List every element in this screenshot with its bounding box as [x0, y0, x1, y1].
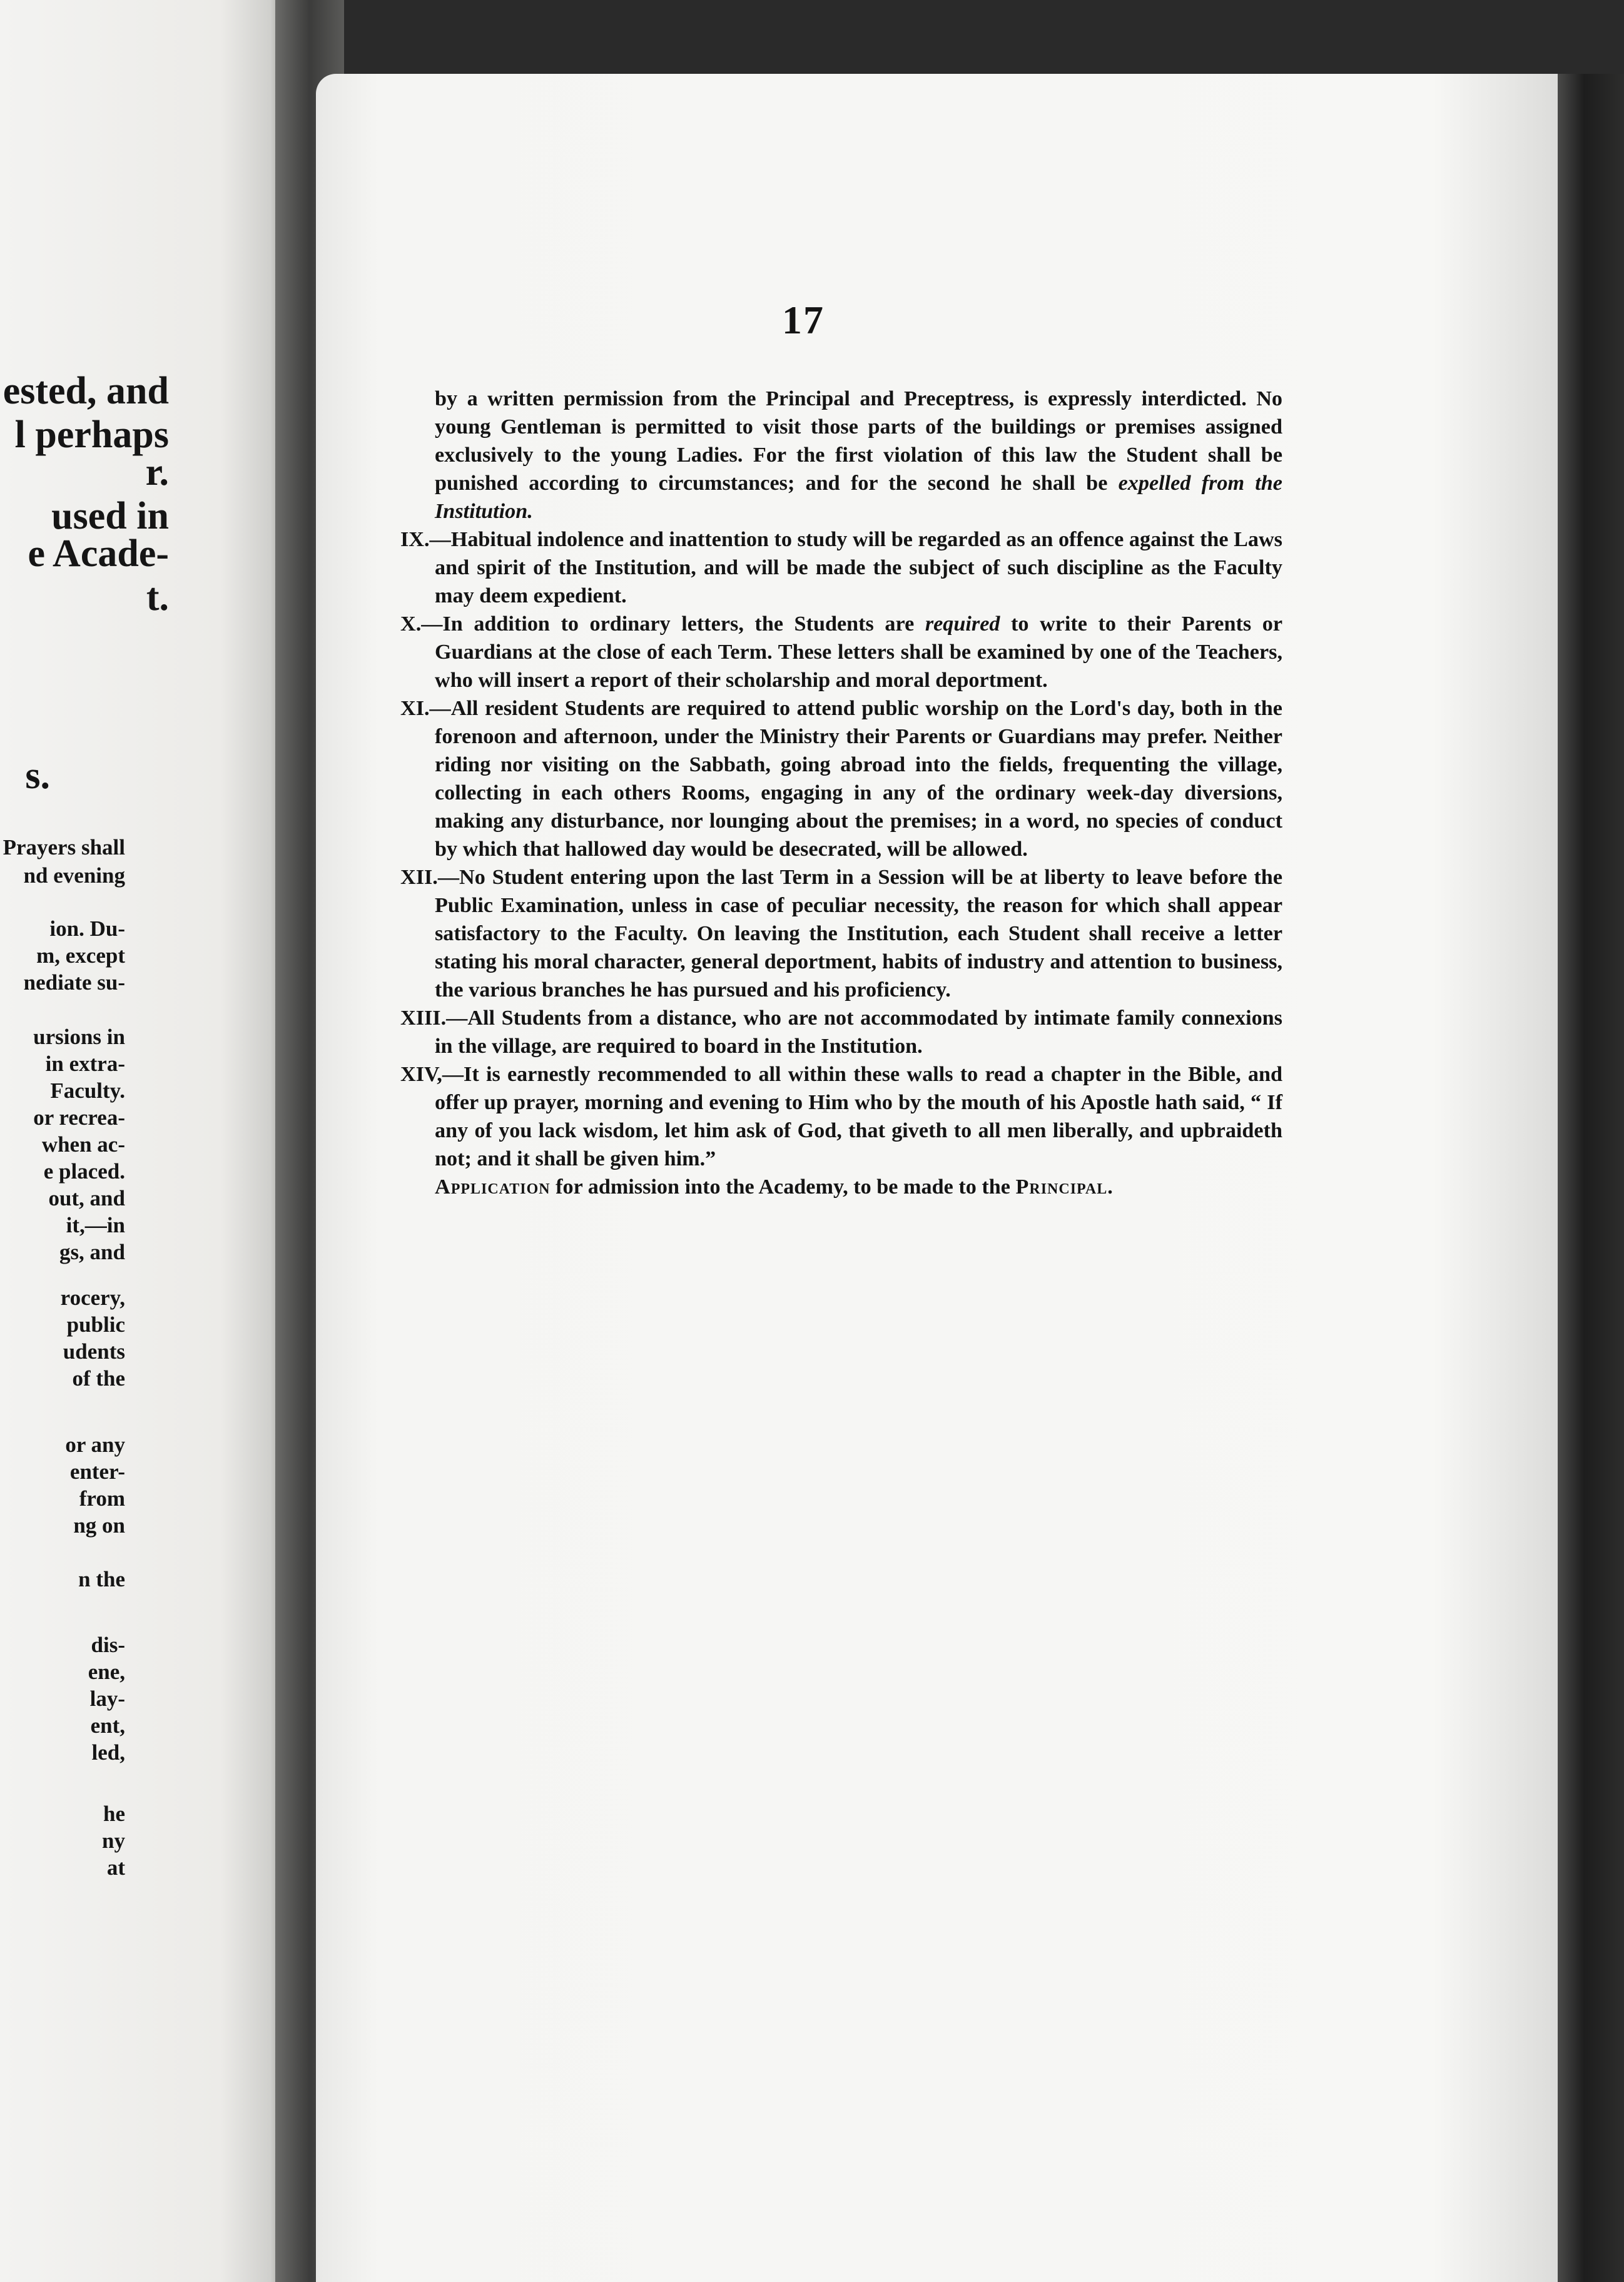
- rule-ix: [400, 525, 1282, 610]
- left-page-fragment-small: n the: [78, 1567, 125, 1591]
- rule-xiii-numeral: XIII.—: [400, 1007, 468, 1030]
- left-page-fragment-small: or any: [65, 1433, 125, 1457]
- rule-xii-text: No Student entering upon the last Term in a Session will be at liberty to leave before the Public Examination, unless in case of peculiar necessity, the reason for which shall appear satisfactory to the Faculty. On leaving the Institution, each Student shall receive a letter stating his moral character, general deportment, habits of industry and attention to business, the various branches he has pursued and his proficiency.: [435, 866, 1282, 1002]
- left-page-fragment-small: rocery,: [60, 1286, 125, 1310]
- left-page-fragment-small: ny: [102, 1828, 125, 1853]
- left-page-fragment-large: used in: [51, 495, 169, 537]
- left-page-fragment-small: Prayers shall: [3, 835, 125, 860]
- left-page-fragment-small: ion. Du-: [49, 916, 125, 941]
- left-page-fragment-small: in extra-: [45, 1052, 125, 1076]
- left-page-text: [0, 0, 294, 2282]
- left-page-fragment-small: led,: [91, 1740, 125, 1765]
- left-page-fragment-small: ent,: [90, 1713, 125, 1738]
- rule-viii-italic: expelled from the Institution.: [435, 472, 1282, 523]
- rule-xi: [400, 694, 1282, 863]
- application-text: for admission into the Academy, to be made to the: [550, 1175, 1016, 1199]
- rule-xiv: [400, 1060, 1282, 1173]
- left-page-fragment-large: r.: [145, 451, 169, 494]
- left-page-fragment-small: Faculty.: [50, 1078, 125, 1103]
- left-page-fragment-small: it,—in: [66, 1213, 125, 1237]
- rule-x: [400, 610, 1282, 694]
- rule-x-numeral: X.—: [400, 612, 443, 636]
- left-page-fragment-small: out, and: [48, 1186, 125, 1210]
- left-page-fragment-small: or recrea-: [33, 1105, 125, 1130]
- rule-ix-numeral: IX.—: [400, 528, 451, 551]
- left-page-fragment-small: gs, and: [59, 1240, 125, 1264]
- left-page-fragment-small: ursions in: [33, 1025, 125, 1049]
- rule-x-text-a: In addition to ordinary letters, the Students are: [442, 612, 925, 636]
- page-number: 17: [782, 298, 825, 342]
- left-page-fragment-small: ene,: [88, 1660, 125, 1684]
- left-page-fragment-small: ng on: [73, 1513, 125, 1538]
- left-page-fragment-small: nediate su-: [23, 970, 125, 995]
- rule-ix-text: Habitual indolence and inattention to study will be regarded as an offence against the Laws and spirit of the Institution, and will be made the subject of such discipline as the Faculty may deem expedient.: [435, 528, 1282, 607]
- left-page-fragment-large: s.: [25, 754, 50, 797]
- application-note: [400, 1173, 1282, 1201]
- rule-viii-text: by a written permission from the Principal and Preceptress, is expressly interdicted. No young Gentleman is permitted to visit those parts of the buildings or premises assigned exclusively to the young Ladies. For the first violation of this law the Student shall be punished according to circumstances; and for the second he shall be: [435, 387, 1282, 495]
- rule-xii: [400, 863, 1282, 1004]
- rule-xiii-text: All Students from a distance, who are not accommodated by intimate family connexions in the village, are required to board in the Institution.: [435, 1007, 1282, 1058]
- rule-xiv-text: It is earnestly recommended to all within these walls to read a chapter in the Bible, and offer up prayer, morning and evening to Him who by the mouth of his Apostle hath said, “ If any of you lack wisdom, let him ask of God, that giveth to all men liberally, and upbraideth not; and it shall be given him.”: [435, 1063, 1282, 1170]
- rules-text: [400, 385, 1282, 1201]
- rule-viii-continuation: [400, 385, 1282, 525]
- rule-xi-numeral: XI.—: [400, 697, 451, 720]
- rule-xii-numeral: XII.—: [400, 866, 460, 889]
- rule-x-text-b: to write to their Parents or Guardians at the close of each Term. These letters shall be examined by one of the Teachers, who will insert a report of their scholarship and moral deportment.: [435, 612, 1282, 692]
- left-page-fragment-small: m, except: [36, 943, 125, 968]
- left-page-fragment-small: from: [79, 1486, 125, 1511]
- application-lead: Application: [435, 1175, 551, 1199]
- left-page-fragment-large: ested, and: [3, 370, 169, 412]
- left-page-fragment-small: lay-: [89, 1686, 125, 1711]
- left-page-fragment-small: at: [106, 1855, 125, 1880]
- left-page-fragment-small: nd evening: [23, 863, 125, 888]
- left-page-fragment-large: l perhaps: [14, 413, 169, 456]
- left-page-fragment-large: e Acade-: [28, 532, 169, 575]
- left-page-fragment-small: dis-: [91, 1633, 125, 1657]
- left-page-fragment-small: e placed.: [43, 1159, 125, 1184]
- rule-xiv-numeral: XIV,—: [400, 1063, 464, 1086]
- rule-xi-text: All resident Students are required to attend public worship on the Lord's day, both in the forenoon and afternoon, under the Ministry their Parents or Guardians may prefer. Neither riding nor visiting on the Sabbath, going abroad into the fields, frequenting the village, collecting in each others Rooms, engaging in any of the ordinary week-day diversions, making any disturbance, nor lounging about the premises; in a word, no species of conduct by which that hallowed day would be desecrated, will be allowed.: [435, 697, 1282, 861]
- left-page-fragment-small: udents: [63, 1339, 125, 1364]
- left-page-fragment-small: enter-: [69, 1459, 125, 1484]
- rule-xiii: [400, 1004, 1282, 1060]
- page-edge-shadow: [1558, 74, 1624, 2282]
- rule-x-italic: required: [925, 612, 1000, 636]
- left-page-fragment-small: of the: [72, 1366, 125, 1391]
- left-page-fragment-small: public: [66, 1312, 125, 1337]
- left-page-fragment-small: he: [103, 1802, 125, 1826]
- application-tail: Principal.: [1015, 1175, 1114, 1199]
- left-page-fragment-large: t.: [146, 576, 169, 619]
- left-page-fragment-small: when ac-: [41, 1132, 125, 1157]
